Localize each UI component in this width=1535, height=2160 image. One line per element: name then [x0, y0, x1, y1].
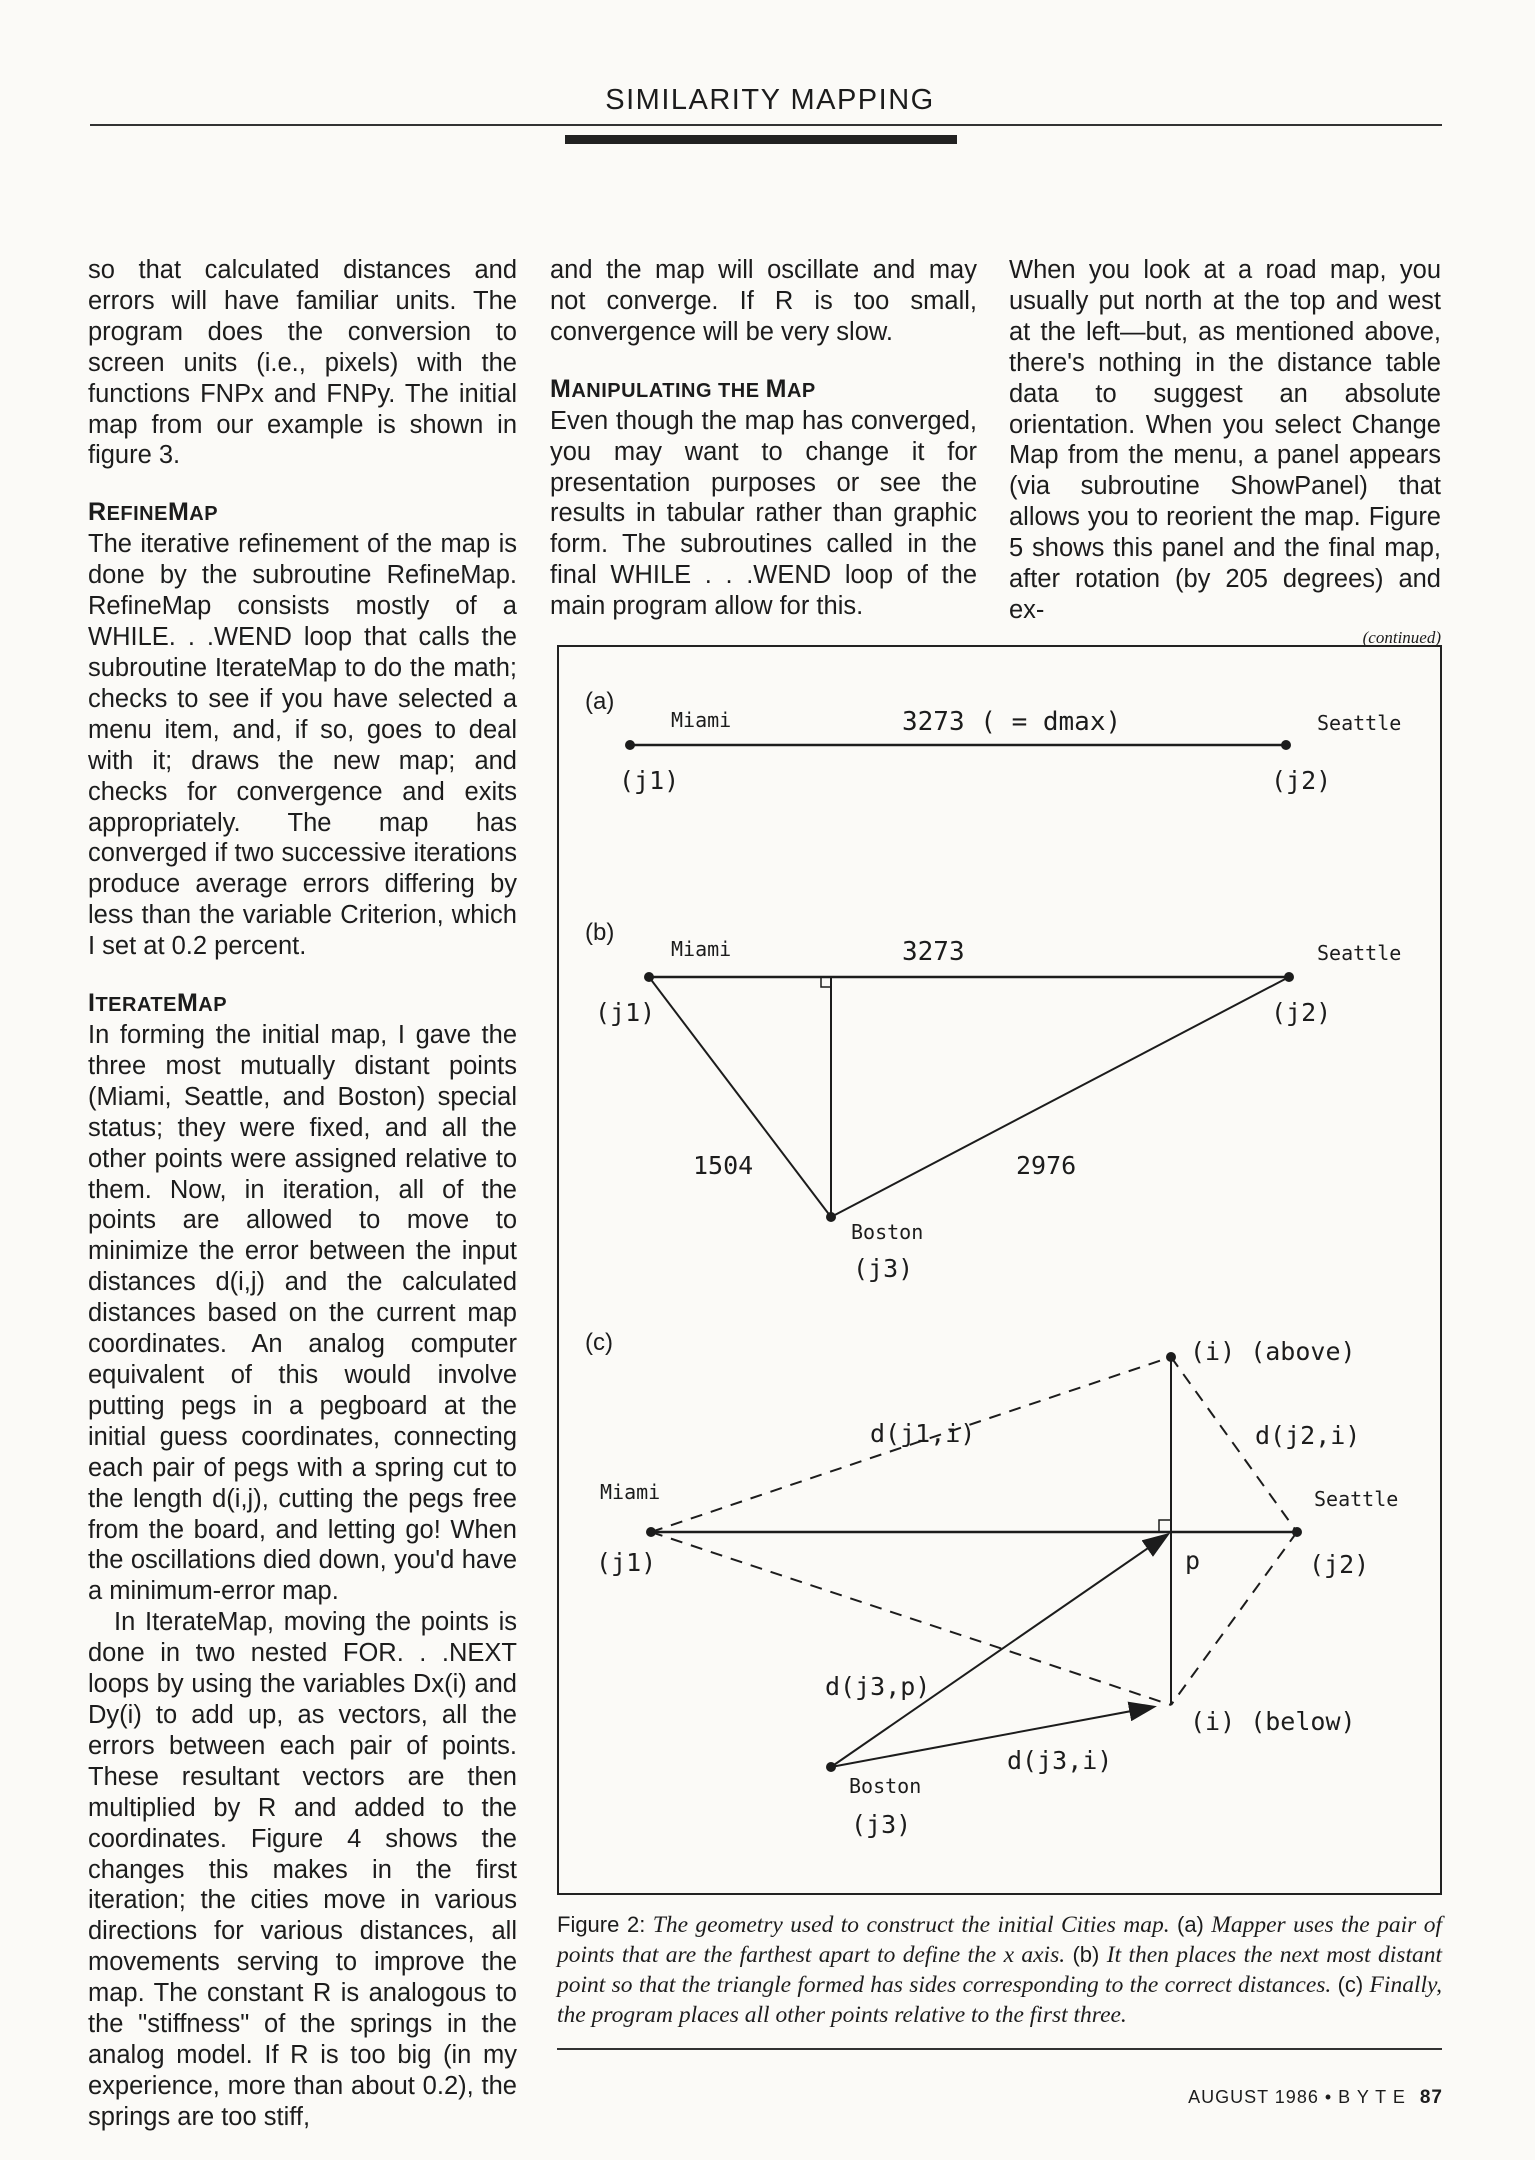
panel-a-miami-point — [625, 740, 635, 750]
panel-a-label: (a) — [585, 688, 615, 715]
panel-c-dj3p-label: d(j3,p) — [825, 1672, 931, 1701]
panel-c-p-label: p — [1185, 1546, 1201, 1575]
header-bar — [565, 135, 957, 144]
panel-c-right-angle — [1159, 1520, 1171, 1532]
page-number: 87 — [1419, 2087, 1443, 2108]
panel-c-j3-label: (j3) — [851, 1810, 912, 1839]
panel-c-boston-label: Boston — [849, 1774, 922, 1798]
panel-b-side-1504 — [649, 977, 831, 1217]
panel-b-seattle-point — [1284, 972, 1294, 982]
figure-2 — [557, 645, 1442, 1895]
panel-c-seattle-label: Seattle — [1314, 1487, 1399, 1511]
panel-c-seattle-point — [1292, 1527, 1302, 1537]
caption-rule — [557, 2048, 1442, 2050]
panel-c-above-point — [1166, 1352, 1176, 1362]
panel-b — [585, 919, 1401, 1283]
panel-c-label: (c) — [585, 1329, 613, 1356]
col1-paragraph-2: The iterative refinement of the map is done by the subroutine RefineMap. RefineMap consists mostly of a WHILE. . .WEND loop that calls the subroutine IterateMap to do the math; checks to see if you have selected a menu item, and, if so, goes to deal with it; draws the new map; and checks for convergence and exits appropriately. The map has converged if two successive iterations produce average errors differing by less than the variable Criterion, which I set at 0.2 percent. — [88, 530, 517, 961]
column-1 — [88, 255, 517, 2133]
panel-b-side-2976 — [831, 977, 1289, 1217]
panel-c-dj3i-label: d(j3,i) — [1007, 1746, 1113, 1775]
column-3 — [1009, 255, 1441, 650]
panel-b-d13-label: 1504 — [693, 1151, 754, 1180]
page-footer — [1188, 2087, 1443, 2109]
panel-b-right-angle — [821, 977, 831, 987]
panel-b-j2-label: (j2) — [1271, 998, 1332, 1027]
col2-paragraph-1: and the map will oscillate and may not converge. If R is too small, convergence will be very slow. — [550, 256, 977, 346]
panel-a — [585, 688, 1401, 795]
figure-2-diagram — [559, 647, 1440, 1893]
running-header: SIMILARITY MAPPING — [605, 84, 935, 116]
heading-refinemap: REFINEMAP — [88, 498, 219, 527]
panel-b-miami-label: Miami — [671, 937, 732, 961]
panel-a-seattle-label: Seattle — [1317, 711, 1402, 735]
continued-note: (continued) — [1362, 627, 1441, 647]
header-rule — [90, 124, 1442, 126]
panel-c-dj2i-label: d(j2,i) — [1255, 1421, 1361, 1450]
panel-a-j2-label: (j2) — [1271, 766, 1332, 795]
panel-b-d12-label: 3273 — [902, 937, 965, 967]
col1-paragraph-3: In forming the initial map, I gave the three most mutually distant points (Miami, Seattle, and Boston) special status; they were fixed, and all the other points were assigned relative to them. Now, in iteration, all of the points are allowed to move to minimize the error between the input distances d(i,j) and the calculated distances based on the current map coordinates. An analog computer equivalent of this would involve putting pegs in a pegboard at the initial guess coordinates, connecting each pair of pegs with a spring cut to the length d(i,j), cutting the pegs free from the board, and letting go! When the oscillations died down, you'd have a minimum-error map. — [88, 1021, 517, 1606]
panel-b-seattle-label: Seattle — [1317, 941, 1402, 965]
col1-paragraph-1: so that calculated distances and errors will have familiar units. The program does the conversion to screen units (i.e., pixels) with the functions FNPx and FNPy. The initial map from our example is shown in figure 3. — [88, 256, 517, 470]
column-2 — [550, 255, 977, 622]
panel-b-miami-point — [644, 972, 654, 982]
panel-b-boston-label: Boston — [851, 1220, 924, 1244]
panel-c-arrow-j3-p — [831, 1535, 1167, 1767]
panel-c-boston-point — [826, 1762, 836, 1772]
panel-b-j3-label: (j3) — [853, 1254, 914, 1283]
panel-b-boston-point — [826, 1212, 836, 1222]
panel-a-distance-label: 3273 ( = dmax) — [902, 707, 1122, 737]
panel-b-d23-label: 2976 — [1016, 1151, 1077, 1180]
col3-paragraph-1: When you look at a road map, you usually put north at the top and west at the left—but, as mentioned above, there's nothing in the distance table data to suggest an absolute orientation. When you select Change Map from the menu, a panel appears (via subroutine ShowPanel) that allows you to reorient the map. Figure 5 shows this panel and the final map, after rotation (by 205 degrees) and ex- — [1009, 256, 1441, 624]
panel-b-j1-label: (j1) — [595, 998, 656, 1027]
col2-paragraph-2: Even though the map has converged, you may want to change it for presentation purposes or see the results in tabular rather than graphic form. The subroutines called in the final WHILE . . .WEND loop of the main program allow for this. — [550, 406, 977, 621]
panel-c-above-label: (i) (above) — [1190, 1337, 1356, 1366]
panel-a-miami-label: Miami — [671, 708, 732, 732]
panel-c-j1-label: (j1) — [596, 1548, 657, 1577]
panel-b-label: (b) — [585, 919, 615, 946]
panel-a-j1-label: (j1) — [619, 766, 680, 795]
panel-c-j2-label: (j2) — [1309, 1550, 1370, 1579]
panel-a-seattle-point — [1281, 740, 1291, 750]
heading-iteratemap: ITERATEMAP — [88, 989, 228, 1018]
col1-paragraph-4: In IterateMap, moving the points is done in two nested FOR. . .NEXT loops by using the variables Dx(i) and Dy(i) to add up, as vectors, all the errors between each pair of points. These resultant vectors are then multiplied by R and added to the coordinates. Figure 4 shows the changes this makes in the first iteration; the cities move in various directions for various distances, all movements serving to improve the map. The constant R is analogous to the "stiffness" of the springs in the analog model. If R is too big (in my experience, more than about 0.2), the springs are too stiff, — [88, 1608, 517, 2131]
panel-c — [585, 1329, 1398, 1839]
panel-c-miami-point — [646, 1527, 656, 1537]
footer-issue: AUGUST 1986 • B Y T E — [1188, 2087, 1406, 2107]
panel-c-below-label: (i) (below) — [1190, 1707, 1356, 1736]
panel-c-miami-label: Miami — [600, 1480, 661, 1504]
figure-2-caption: Figure 2: The geometry used to construct the initial Cities map. (a) Mapper uses the pair of points that are the farthest apart to define the x axis. (b) It then places the next most distant point so that the triangle formed has sides corresponding to the correct distances. (c) Finally, the program places all other points relative to the first three. — [557, 1912, 1443, 2028]
heading-manipulating-the-map: MANIPULATING THE MAP — [550, 374, 816, 403]
panel-c-dj1i-label: d(j1,i) — [870, 1419, 976, 1448]
